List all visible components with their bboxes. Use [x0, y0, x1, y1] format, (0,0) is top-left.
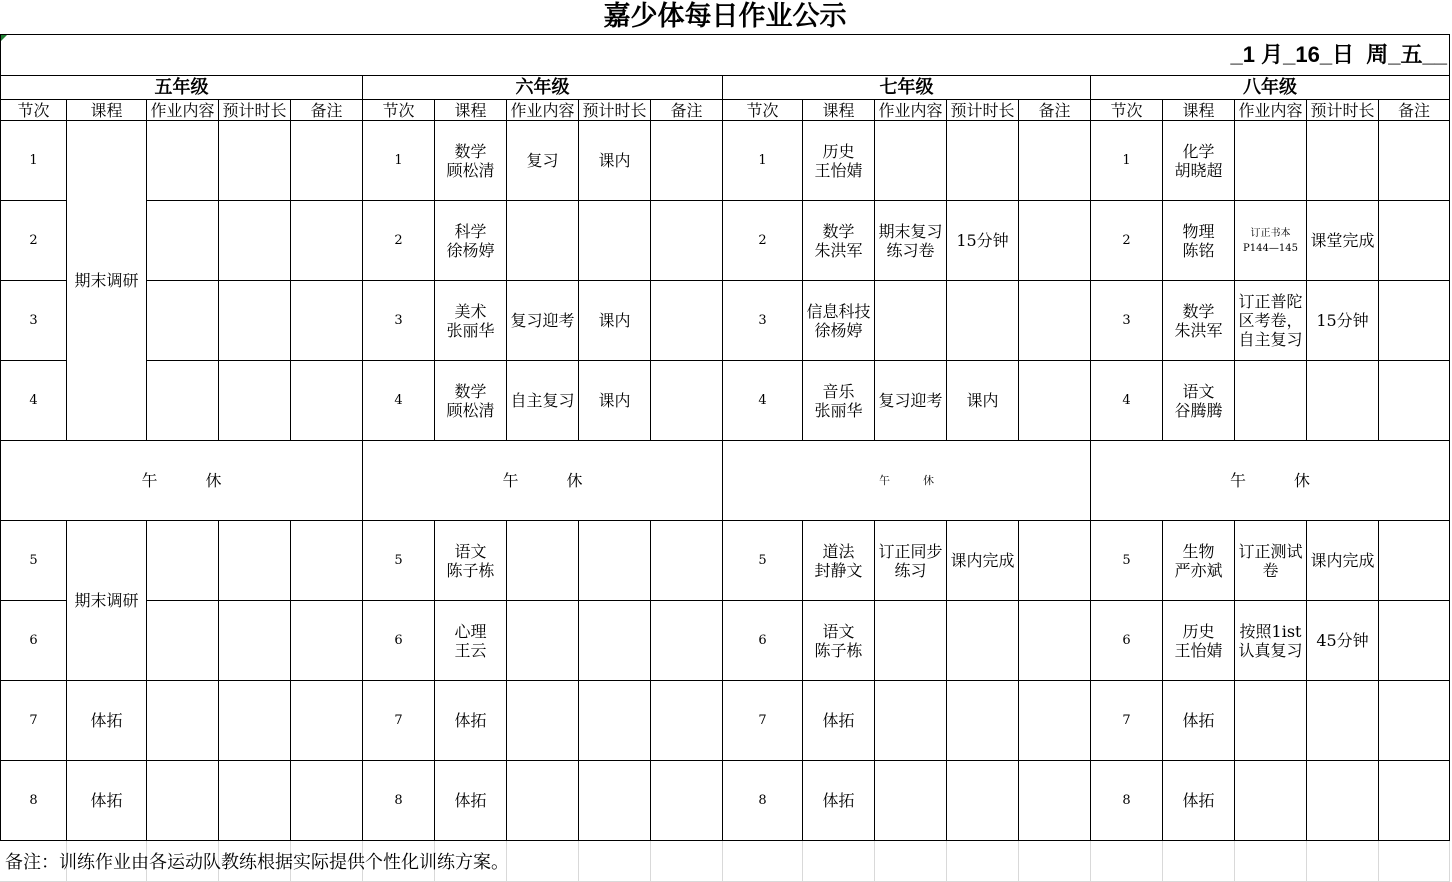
grade5-period2-duration[interactable] [219, 201, 291, 281]
cell-comment-indicator-icon [1, 35, 7, 41]
grade8-period3-number[interactable]: 3 [1091, 281, 1163, 361]
grade8-period1-duration[interactable] [1307, 121, 1379, 201]
grade5-period5-number[interactable]: 5 [0, 521, 67, 601]
grade5-period6-homework[interactable] [147, 601, 219, 681]
grade6-period8-duration[interactable] [579, 761, 651, 841]
grade6-period2-duration[interactable] [579, 201, 651, 281]
grade7-col-header-note[interactable]: 备注 [1019, 100, 1091, 121]
grade6-period1-duration[interactable]: 课内 [579, 121, 651, 201]
grade8-period1-homework[interactable] [1235, 121, 1307, 201]
grade6-period3-course[interactable]: 美术 张丽华 [435, 281, 507, 361]
grade7-period4-number[interactable]: 4 [723, 361, 803, 441]
grade8-period6-homework[interactable]: 按照1ist 认真复习 [1235, 601, 1307, 681]
grade8-col-header-course[interactable]: 课程 [1163, 100, 1235, 121]
grade6-period5-note[interactable] [651, 521, 723, 601]
grade7-col-header-duration[interactable]: 预计时长 [947, 100, 1019, 121]
date-line[interactable]: _1 月_16_日 周_五__ [0, 34, 1450, 76]
grade6-period7-homework[interactable] [507, 681, 579, 761]
grade6-period8-course[interactable]: 体拓 [435, 761, 507, 841]
grade8-period6-course[interactable]: 历史 王怡婧 [1163, 601, 1235, 681]
grade6-period1-course[interactable]: 数学 顾松清 [435, 121, 507, 201]
grade6-period6-note[interactable] [651, 601, 723, 681]
grade8-period2-number[interactable]: 2 [1091, 201, 1163, 281]
grade7-period8-course[interactable]: 体拓 [803, 761, 875, 841]
grade5-period6-note[interactable] [291, 601, 363, 681]
grade7-period5-duration[interactable]: 课内完成 [947, 521, 1019, 601]
sheet-title[interactable]: 嘉少体每日作业公示 [0, 0, 1450, 34]
grade7-period3-homework[interactable] [875, 281, 947, 361]
grade8-period7-homework[interactable] [1235, 681, 1307, 761]
grade6-period5-homework[interactable] [507, 521, 579, 601]
grade7-col-header-homework[interactable]: 作业内容 [875, 100, 947, 121]
grade5-period1-note[interactable] [291, 121, 363, 201]
grade5-period4-homework[interactable] [147, 361, 219, 441]
grade6-period3-number[interactable]: 3 [363, 281, 435, 361]
grade8-col-header-note[interactable]: 备注 [1379, 100, 1450, 121]
grade6-lunch[interactable]: 午 休 [363, 441, 723, 521]
grade6-period5-course[interactable]: 语文 陈子栋 [435, 521, 507, 601]
grade7-period6-duration[interactable] [947, 601, 1019, 681]
grade6-period2-course[interactable]: 科学 徐杨婷 [435, 201, 507, 281]
grade8-period2-course[interactable]: 物理 陈铭 [1163, 201, 1235, 281]
grade5-period4-duration[interactable] [219, 361, 291, 441]
grade5-period7-number[interactable]: 7 [0, 681, 67, 761]
grade8-col-header-duration[interactable]: 预计时长 [1307, 100, 1379, 121]
grade5-period5-duration[interactable] [219, 521, 291, 601]
grade7-lunch[interactable]: 午 休 [723, 441, 1091, 521]
grade8-period2-note[interactable] [1379, 201, 1450, 281]
grade7-period1-duration[interactable] [947, 121, 1019, 201]
grade7-period5-note[interactable] [1019, 521, 1091, 601]
grade6-period6-course[interactable]: 心理 王云 [435, 601, 507, 681]
grade6-period6-number[interactable]: 6 [363, 601, 435, 681]
grade8-period5-course[interactable]: 生物 严亦斌 [1163, 521, 1235, 601]
grade6-period6-homework[interactable] [507, 601, 579, 681]
grade7-period5-number[interactable]: 5 [723, 521, 803, 601]
grade7-period1-course[interactable]: 历史 王怡婧 [803, 121, 875, 201]
grade6-period1-homework[interactable]: 复习 [507, 121, 579, 201]
grade7-period6-number[interactable]: 6 [723, 601, 803, 681]
grade8-col-header-period[interactable]: 节次 [1091, 100, 1163, 121]
grade7-period2-course[interactable]: 数学 朱洪军 [803, 201, 875, 281]
grade5-col-header-duration[interactable]: 预计时长 [219, 100, 291, 121]
grade6-col-header-note[interactable]: 备注 [651, 100, 723, 121]
grade7-period3-number[interactable]: 3 [723, 281, 803, 361]
grade7-period6-note[interactable] [1019, 601, 1091, 681]
grade6-period7-note[interactable] [651, 681, 723, 761]
grade7-period1-homework[interactable] [875, 121, 947, 201]
grade8-period2-duration[interactable]: 课堂完成 [1307, 201, 1379, 281]
grade8-period8-homework[interactable] [1235, 761, 1307, 841]
grade8-period3-duration[interactable]: 15分钟 [1307, 281, 1379, 361]
grade5-period3-duration[interactable] [219, 281, 291, 361]
grade7-period6-homework[interactable] [875, 601, 947, 681]
grade7-period7-number[interactable]: 7 [723, 681, 803, 761]
grade6-period3-duration[interactable]: 课内 [579, 281, 651, 361]
grade7-header[interactable]: 七年级 [723, 76, 1091, 100]
grade8-period6-number[interactable]: 6 [1091, 601, 1163, 681]
grade8-period7-number[interactable]: 7 [1091, 681, 1163, 761]
grade8-lunch[interactable]: 午 休 [1091, 441, 1450, 521]
grade8-period8-course[interactable]: 体拓 [1163, 761, 1235, 841]
grade5-period4-number[interactable]: 4 [0, 361, 67, 441]
grade6-period7-course[interactable]: 体拓 [435, 681, 507, 761]
footer-note[interactable]: 备注：训练作业由各运动队教练根据实际提供个性化训练方案。 [5, 851, 509, 872]
grade6-period5-duration[interactable] [579, 521, 651, 601]
grade5-period2-number[interactable]: 2 [0, 201, 67, 281]
grade7-col-header-period[interactable]: 节次 [723, 100, 803, 121]
grade6-col-header-duration[interactable]: 预计时长 [579, 100, 651, 121]
grade5-period4-note[interactable] [291, 361, 363, 441]
grade5-period3-homework[interactable] [147, 281, 219, 361]
grade6-col-header-homework[interactable]: 作业内容 [507, 100, 579, 121]
grade7-period5-homework[interactable]: 订正同步 练习 [875, 521, 947, 601]
grade6-period6-duration[interactable] [579, 601, 651, 681]
grade7-col-header-course[interactable]: 课程 [803, 100, 875, 121]
grade8-col-header-homework[interactable]: 作业内容 [1235, 100, 1307, 121]
grade6-period7-duration[interactable] [579, 681, 651, 761]
grade8-period3-course[interactable]: 数学 朱洪军 [1163, 281, 1235, 361]
grade8-period5-duration[interactable]: 课内完成 [1307, 521, 1379, 601]
grade5-period2-note[interactable] [291, 201, 363, 281]
grade7-period3-course[interactable]: 信息科技 徐杨婷 [803, 281, 875, 361]
grade7-period1-note[interactable] [1019, 121, 1091, 201]
grade8-period7-course[interactable]: 体拓 [1163, 681, 1235, 761]
grade5-period1-number[interactable]: 1 [0, 121, 67, 201]
grade7-period3-note[interactable] [1019, 281, 1091, 361]
grade5-period8-homework[interactable] [147, 761, 219, 841]
grade6-period4-note[interactable] [651, 361, 723, 441]
grade8-period1-course[interactable]: 化学 胡晓超 [1163, 121, 1235, 201]
grade7-period4-duration[interactable]: 课内 [947, 361, 1019, 441]
grade6-period5-number[interactable]: 5 [363, 521, 435, 601]
grade5-period8-duration[interactable] [219, 761, 291, 841]
grade8-period8-note[interactable] [1379, 761, 1450, 841]
grade5-period8-course[interactable]: 体拓 [67, 761, 147, 841]
grade6-period1-number[interactable]: 1 [363, 121, 435, 201]
grade8-period3-homework[interactable]: 订正普陀 区考卷， 自主复习 [1235, 281, 1307, 361]
grade7-period2-note[interactable] [1019, 201, 1091, 281]
grade8-period5-homework[interactable]: 订正测试 卷 [1235, 521, 1307, 601]
grade5-period1-homework[interactable] [147, 121, 219, 201]
grade8-period4-number[interactable]: 4 [1091, 361, 1163, 441]
grade6-period3-homework[interactable]: 复习迎考 [507, 281, 579, 361]
grade5-col-header-course[interactable]: 课程 [67, 100, 147, 121]
grade5-period8-number[interactable]: 8 [0, 761, 67, 841]
grade5-course-block-pm[interactable]: 期末调研 [67, 521, 147, 681]
grade6-period4-course[interactable]: 数学 顾松清 [435, 361, 507, 441]
grade5-period7-homework[interactable] [147, 681, 219, 761]
grade5-lunch[interactable]: 午 休 [0, 441, 363, 521]
grade7-period2-number[interactable]: 2 [723, 201, 803, 281]
grade5-col-header-note[interactable]: 备注 [291, 100, 363, 121]
grade6-period2-note[interactable] [651, 201, 723, 281]
grade5-period6-number[interactable]: 6 [0, 601, 67, 681]
grade5-period7-note[interactable] [291, 681, 363, 761]
grade5-period8-note[interactable] [291, 761, 363, 841]
grade6-header[interactable]: 六年级 [363, 76, 723, 100]
grade7-period5-course[interactable]: 道法 封静文 [803, 521, 875, 601]
grade7-period8-duration[interactable] [947, 761, 1019, 841]
grade7-period4-note[interactable] [1019, 361, 1091, 441]
grade8-period1-number[interactable]: 1 [1091, 121, 1163, 201]
grade7-period7-homework[interactable] [875, 681, 947, 761]
grade6-period2-homework[interactable] [507, 201, 579, 281]
grade7-period6-course[interactable]: 语文 陈子栋 [803, 601, 875, 681]
grade5-col-header-homework[interactable]: 作业内容 [147, 100, 219, 121]
grade8-period5-number[interactable]: 5 [1091, 521, 1163, 601]
grade8-period2-homework[interactable]: 订正书本 P144—145 [1235, 201, 1307, 281]
grade5-col-header-period[interactable]: 节次 [0, 100, 67, 121]
grade8-period4-note[interactable] [1379, 361, 1450, 441]
grade8-period8-duration[interactable] [1307, 761, 1379, 841]
grade7-period4-course[interactable]: 音乐 张丽华 [803, 361, 875, 441]
grade5-period5-note[interactable] [291, 521, 363, 601]
grade8-period8-number[interactable]: 8 [1091, 761, 1163, 841]
grade6-period8-note[interactable] [651, 761, 723, 841]
grade6-col-header-period[interactable]: 节次 [363, 100, 435, 121]
grade6-period4-homework[interactable]: 自主复习 [507, 361, 579, 441]
grade6-period3-note[interactable] [651, 281, 723, 361]
grade8-period3-note[interactable] [1379, 281, 1450, 361]
grade7-period8-number[interactable]: 8 [723, 761, 803, 841]
grade5-course-block-am[interactable]: 期末调研 [67, 121, 147, 441]
grade8-period7-note[interactable] [1379, 681, 1450, 761]
grade7-period7-duration[interactable] [947, 681, 1019, 761]
grade8-period5-note[interactable] [1379, 521, 1450, 601]
grade8-period4-course[interactable]: 语文 谷腾腾 [1163, 361, 1235, 441]
grade5-period7-course[interactable]: 体拓 [67, 681, 147, 761]
grade5-period2-homework[interactable] [147, 201, 219, 281]
grade6-period2-number[interactable]: 2 [363, 201, 435, 281]
grade6-period1-note[interactable] [651, 121, 723, 201]
grade7-period7-course[interactable]: 体拓 [803, 681, 875, 761]
grade8-header[interactable]: 八年级 [1091, 76, 1450, 100]
grade7-period7-note[interactable] [1019, 681, 1091, 761]
grade5-period1-duration[interactable] [219, 121, 291, 201]
grade8-period6-note[interactable] [1379, 601, 1450, 681]
grade8-period7-duration[interactable] [1307, 681, 1379, 761]
grade7-period3-duration[interactable] [947, 281, 1019, 361]
grade6-col-header-course[interactable]: 课程 [435, 100, 507, 121]
grade8-period4-duration[interactable] [1307, 361, 1379, 441]
grade6-period8-number[interactable]: 8 [363, 761, 435, 841]
grade7-period8-homework[interactable] [875, 761, 947, 841]
grade7-period2-duration[interactable]: 15分钟 [947, 201, 1019, 281]
grade5-period3-number[interactable]: 3 [0, 281, 67, 361]
grade5-period3-note[interactable] [291, 281, 363, 361]
grade6-period4-number[interactable]: 4 [363, 361, 435, 441]
grade7-period8-note[interactable] [1019, 761, 1091, 841]
grade6-period8-homework[interactable] [507, 761, 579, 841]
grade8-period1-note[interactable] [1379, 121, 1450, 201]
grade6-period4-duration[interactable]: 课内 [579, 361, 651, 441]
grade5-period5-homework[interactable] [147, 521, 219, 601]
grade8-period6-duration[interactable]: 45分钟 [1307, 601, 1379, 681]
grade5-header[interactable]: 五年级 [0, 76, 363, 100]
grade7-period1-number[interactable]: 1 [723, 121, 803, 201]
grade5-period6-duration[interactable] [219, 601, 291, 681]
grade7-period2-homework[interactable]: 期末复习 练习卷 [875, 201, 947, 281]
grade8-period4-homework[interactable] [1235, 361, 1307, 441]
grade7-period4-homework[interactable]: 复习迎考 [875, 361, 947, 441]
grade6-period7-number[interactable]: 7 [363, 681, 435, 761]
grade5-period7-duration[interactable] [219, 681, 291, 761]
